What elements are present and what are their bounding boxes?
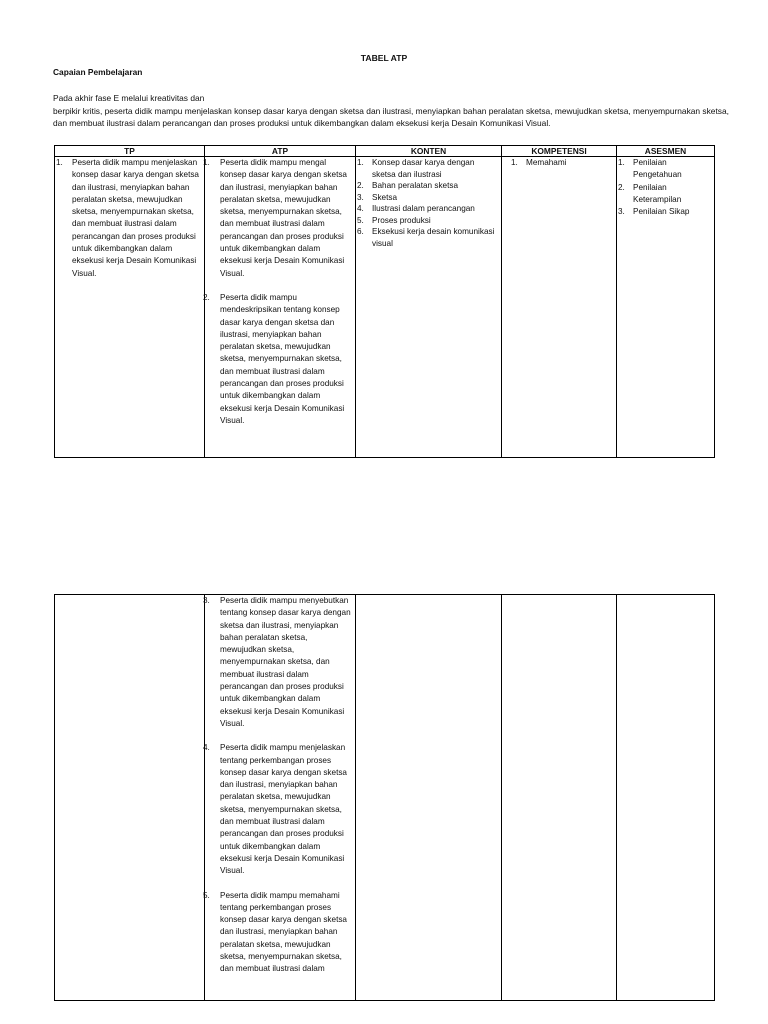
capaian-pembelajaran-text: [53, 92, 733, 130]
list-item: 6. Eksekusi kerja desain komunikasi visual: [357, 227, 495, 248]
header-atp: ATP: [205, 146, 356, 157]
cp-line: berpikir kritis, peserta didik mampu menjelaskan konsep dasar karya dengan sketsa dan ilustrasi, menyiapkan bahan peralatan sketsa, mewujudkan sketsa, menyempurnakan sketsa,: [53, 105, 729, 116]
atp-table-page-2: [54, 594, 715, 1001]
header-kompetensi: KOMPETENSI: [502, 146, 617, 157]
header-asesmen: ASESMEN: [617, 146, 715, 157]
table-header-row: [55, 146, 715, 157]
document-title: TABEL ATP: [360, 53, 408, 63]
list-item: 1. Memahami: [511, 158, 567, 167]
capaian-pembelajaran-heading: Capaian Pembelajaran: [53, 67, 143, 77]
list-item: 2. Peserta didik mampu mendeskripsikan tentang konsep dasar karya dengan sketsa dan ilustrasi, menyiapkan bahan peralatan sketsa, mewujudkan sketsa, menyempurnakan sketsa, dan membuat ilustrasi dalam perancangan dan proses produksi untuk dikembangkan dalam eksekusi kerja Desain Komunikasi Visual.: [203, 292, 345, 425]
atp-cell: [205, 595, 356, 1001]
list-item: 3. Sketsa: [357, 192, 398, 202]
list-item: 4. Peserta didik mampu menjelaskan tentang perkembangan proses konsep dasar karya dengan sketsa dan ilustrasi, menyiapkan bahan peralatan sketsa, mewujudkan sketsa, menyempurnakan sketsa, dan membuat ilustrasi dalam perancangan dan proses produksi untuk dikembangkan dalam eksekusi kerja Desain Komunikasi Visual.: [203, 743, 347, 876]
kompetensi-cell: [502, 595, 617, 1001]
list-item: 2. Bahan peralatan sketsa: [357, 181, 459, 190]
header-tp: TP: [55, 146, 205, 157]
konten-cell: [356, 157, 502, 458]
list-item: 1. Peserta didik mampu menjelaskan konsep dasar karya dengan sketsa dan ilustrasi, menyiapkan bahan peralatan sketsa, mewujudkan sketsa, menyempurnakan sketsa, dan membuat ilustrasi dalam perancangan dan proses produksi untuk dikembangkan dalam eksekusi kerja Desain Komunikasi Visual.: [56, 158, 199, 278]
kompetensi-cell: [502, 157, 617, 458]
list-item: 1. Penilaian Pengetahuan: [618, 158, 682, 180]
list-item: 4. Ilustrasi dalam perancangan: [357, 204, 475, 213]
list-item: 1. Peserta didik mampu mengal konsep dasar karya dengan sketsa dan ilustrasi, menyiapkan bahan peralatan sketsa, mewujudkan sketsa, menyempurnakan sketsa, dan membuat ilustrasi dalam perancangan dan proses produksi untuk dikembangkan dalam eksekusi kerja Desain Komunikasi Visual.: [203, 158, 347, 278]
list-item: 3. Penilaian Sikap: [618, 207, 690, 217]
header-konten: KONTEN: [356, 146, 502, 157]
konten-cell: [356, 595, 502, 1001]
atp-cell: [205, 157, 356, 458]
list-item: 2. Penilaian Keterampilan: [618, 182, 682, 204]
list-item: 5. Peserta didik mampu memahami tentang perkembangan proses konsep dasar karya dengan sketsa dan ilustrasi, menyiapkan bahan peralatan sketsa, mewujudkan sketsa, menyempurnakan sketsa, dan membuat ilustrasi dalam: [203, 890, 347, 974]
list-item: 1. Konsep dasar karya dengan sketsa dan ilustrasi: [357, 158, 475, 179]
atp-table-page-1: [54, 145, 715, 458]
table-row: [55, 595, 715, 1001]
tp-cell: [55, 157, 205, 458]
tp-cell: [55, 595, 205, 1001]
list-item: 5. Proses produksi: [357, 215, 431, 225]
table-row: [55, 157, 715, 458]
list-item: 3. Peserta didik mampu menyebutkan tentang konsep dasar karya dengan sketsa dan ilustrasi, menyiapkan bahan peralatan sketsa, mewujudkan sketsa, menyempurnakan sketsa, dan membuat ilustrasi dalam perancangan dan proses produksi untuk dikembangkan dalam eksekusi kerja Desain Komunikasi Visual.: [203, 596, 351, 728]
asesmen-cell: [617, 595, 715, 1001]
asesmen-cell: [617, 157, 715, 458]
cp-line: dan membuat ilustrasi dalam perancangan dan proses produksi untuk dikembangkan dalam eksekusi kerja Desain Komunikasi Visual.: [53, 118, 551, 128]
cp-line: Pada akhir fase E melalui kreativitas dan: [53, 93, 205, 103]
